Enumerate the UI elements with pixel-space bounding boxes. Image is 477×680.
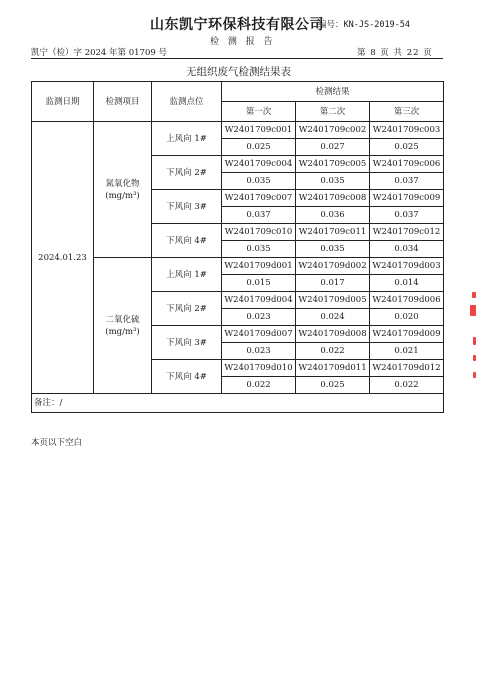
result-value: 0.017 [296, 275, 370, 292]
sample-id: W2401709d004 [222, 292, 296, 309]
sample-id: W2401709c001 [222, 122, 296, 139]
table-note: 备注：/ [32, 394, 444, 413]
edge-mark [470, 305, 476, 316]
result-value: 0.037 [222, 207, 296, 224]
header-result: 检测结果 [222, 82, 444, 102]
monitor-point: 下风向 3# [152, 326, 222, 360]
result-value: 0.023 [222, 309, 296, 326]
monitor-date: 2024.01.23 [32, 122, 94, 394]
result-value: 0.025 [222, 139, 296, 156]
monitor-point: 下风向 2# [152, 292, 222, 326]
result-value: 0.025 [370, 139, 444, 156]
test-item-name: 二氧化硫 [105, 314, 140, 325]
sample-id: W2401709d005 [296, 292, 370, 309]
sample-id: W2401709d001 [222, 258, 296, 275]
sample-id: W2401709d006 [370, 292, 444, 309]
sample-id: W2401709c009 [370, 190, 444, 207]
sample-id: W2401709c011 [296, 224, 370, 241]
header-item: 检测项目 [94, 82, 152, 122]
result-value: 0.036 [296, 207, 370, 224]
sample-id: W2401709d007 [222, 326, 296, 343]
monitor-point: 下风向 4# [152, 224, 222, 258]
report-number: 凯宁（检）字 2024 年第 01709 号 [31, 48, 167, 58]
result-value: 0.025 [296, 377, 370, 394]
sample-id: W2401709c010 [222, 224, 296, 241]
sample-id: W2401709c006 [370, 156, 444, 173]
result-value: 0.024 [296, 309, 370, 326]
sample-id: W2401709c007 [222, 190, 296, 207]
table-row [32, 122, 444, 139]
monitor-point: 下风向 3# [152, 190, 222, 224]
sample-id: W2401709d011 [296, 360, 370, 377]
document-number: 编号：KN-JS-2019-54 [318, 20, 411, 30]
edge-mark [472, 292, 476, 298]
sample-id: W2401709d002 [296, 258, 370, 275]
sample-id: W2401709c003 [370, 122, 444, 139]
sample-id: W2401709c012 [370, 224, 444, 241]
result-value: 0.022 [296, 343, 370, 360]
edge-mark [473, 372, 476, 378]
result-value: 0.035 [296, 173, 370, 190]
header-second: 第二次 [296, 102, 370, 122]
table-title: 无组织废气检测结果表 [186, 66, 291, 78]
edge-mark [473, 337, 476, 345]
result-value: 0.035 [222, 241, 296, 258]
result-value: 0.022 [370, 377, 444, 394]
result-value: 0.014 [370, 275, 444, 292]
monitor-point: 下风向 4# [152, 360, 222, 394]
header-divider [31, 58, 443, 59]
sample-id: W2401709d010 [222, 360, 296, 377]
result-value: 0.021 [370, 343, 444, 360]
test-item-unit: (mg/m³) [105, 190, 140, 201]
sample-id: W2401709d012 [370, 360, 444, 377]
result-value: 0.037 [370, 207, 444, 224]
company-name: 山东凯宁环保科技有限公司 [150, 17, 324, 33]
note-row [32, 394, 444, 413]
sample-id: W2401709d008 [296, 326, 370, 343]
edge-mark [473, 355, 476, 361]
results-table [31, 81, 444, 413]
header-date: 监测日期 [32, 82, 94, 122]
result-value: 0.022 [222, 377, 296, 394]
header-third: 第三次 [370, 102, 444, 122]
result-value: 0.037 [370, 173, 444, 190]
result-value: 0.020 [370, 309, 444, 326]
blank-below-note: 本页以下空白 [31, 438, 83, 448]
monitor-point: 下风向 2# [152, 156, 222, 190]
header-first: 第一次 [222, 102, 296, 122]
header-point: 监测点位 [152, 82, 222, 122]
monitor-point: 上风向 1# [152, 258, 222, 292]
result-value: 0.034 [370, 241, 444, 258]
result-value: 0.035 [296, 241, 370, 258]
result-value: 0.027 [296, 139, 370, 156]
test-item-name: 氮氧化物 [105, 178, 140, 189]
sample-id: W2401709c008 [296, 190, 370, 207]
report-subtitle: 检 测 报 告 [210, 37, 276, 47]
sample-id: W2401709c005 [296, 156, 370, 173]
test-item-unit: (mg/m³) [105, 326, 140, 337]
monitor-point: 上风向 1# [152, 122, 222, 156]
sample-id: W2401709d009 [370, 326, 444, 343]
table-row [32, 258, 444, 275]
result-value: 0.035 [222, 173, 296, 190]
sample-id: W2401709c004 [222, 156, 296, 173]
result-value: 0.023 [222, 343, 296, 360]
test-item [94, 122, 152, 258]
sample-id: W2401709d003 [370, 258, 444, 275]
test-item [94, 258, 152, 394]
page-info: 第 8 页 共 22 页 [357, 48, 433, 58]
result-value: 0.015 [222, 275, 296, 292]
sample-id: W2401709c002 [296, 122, 370, 139]
